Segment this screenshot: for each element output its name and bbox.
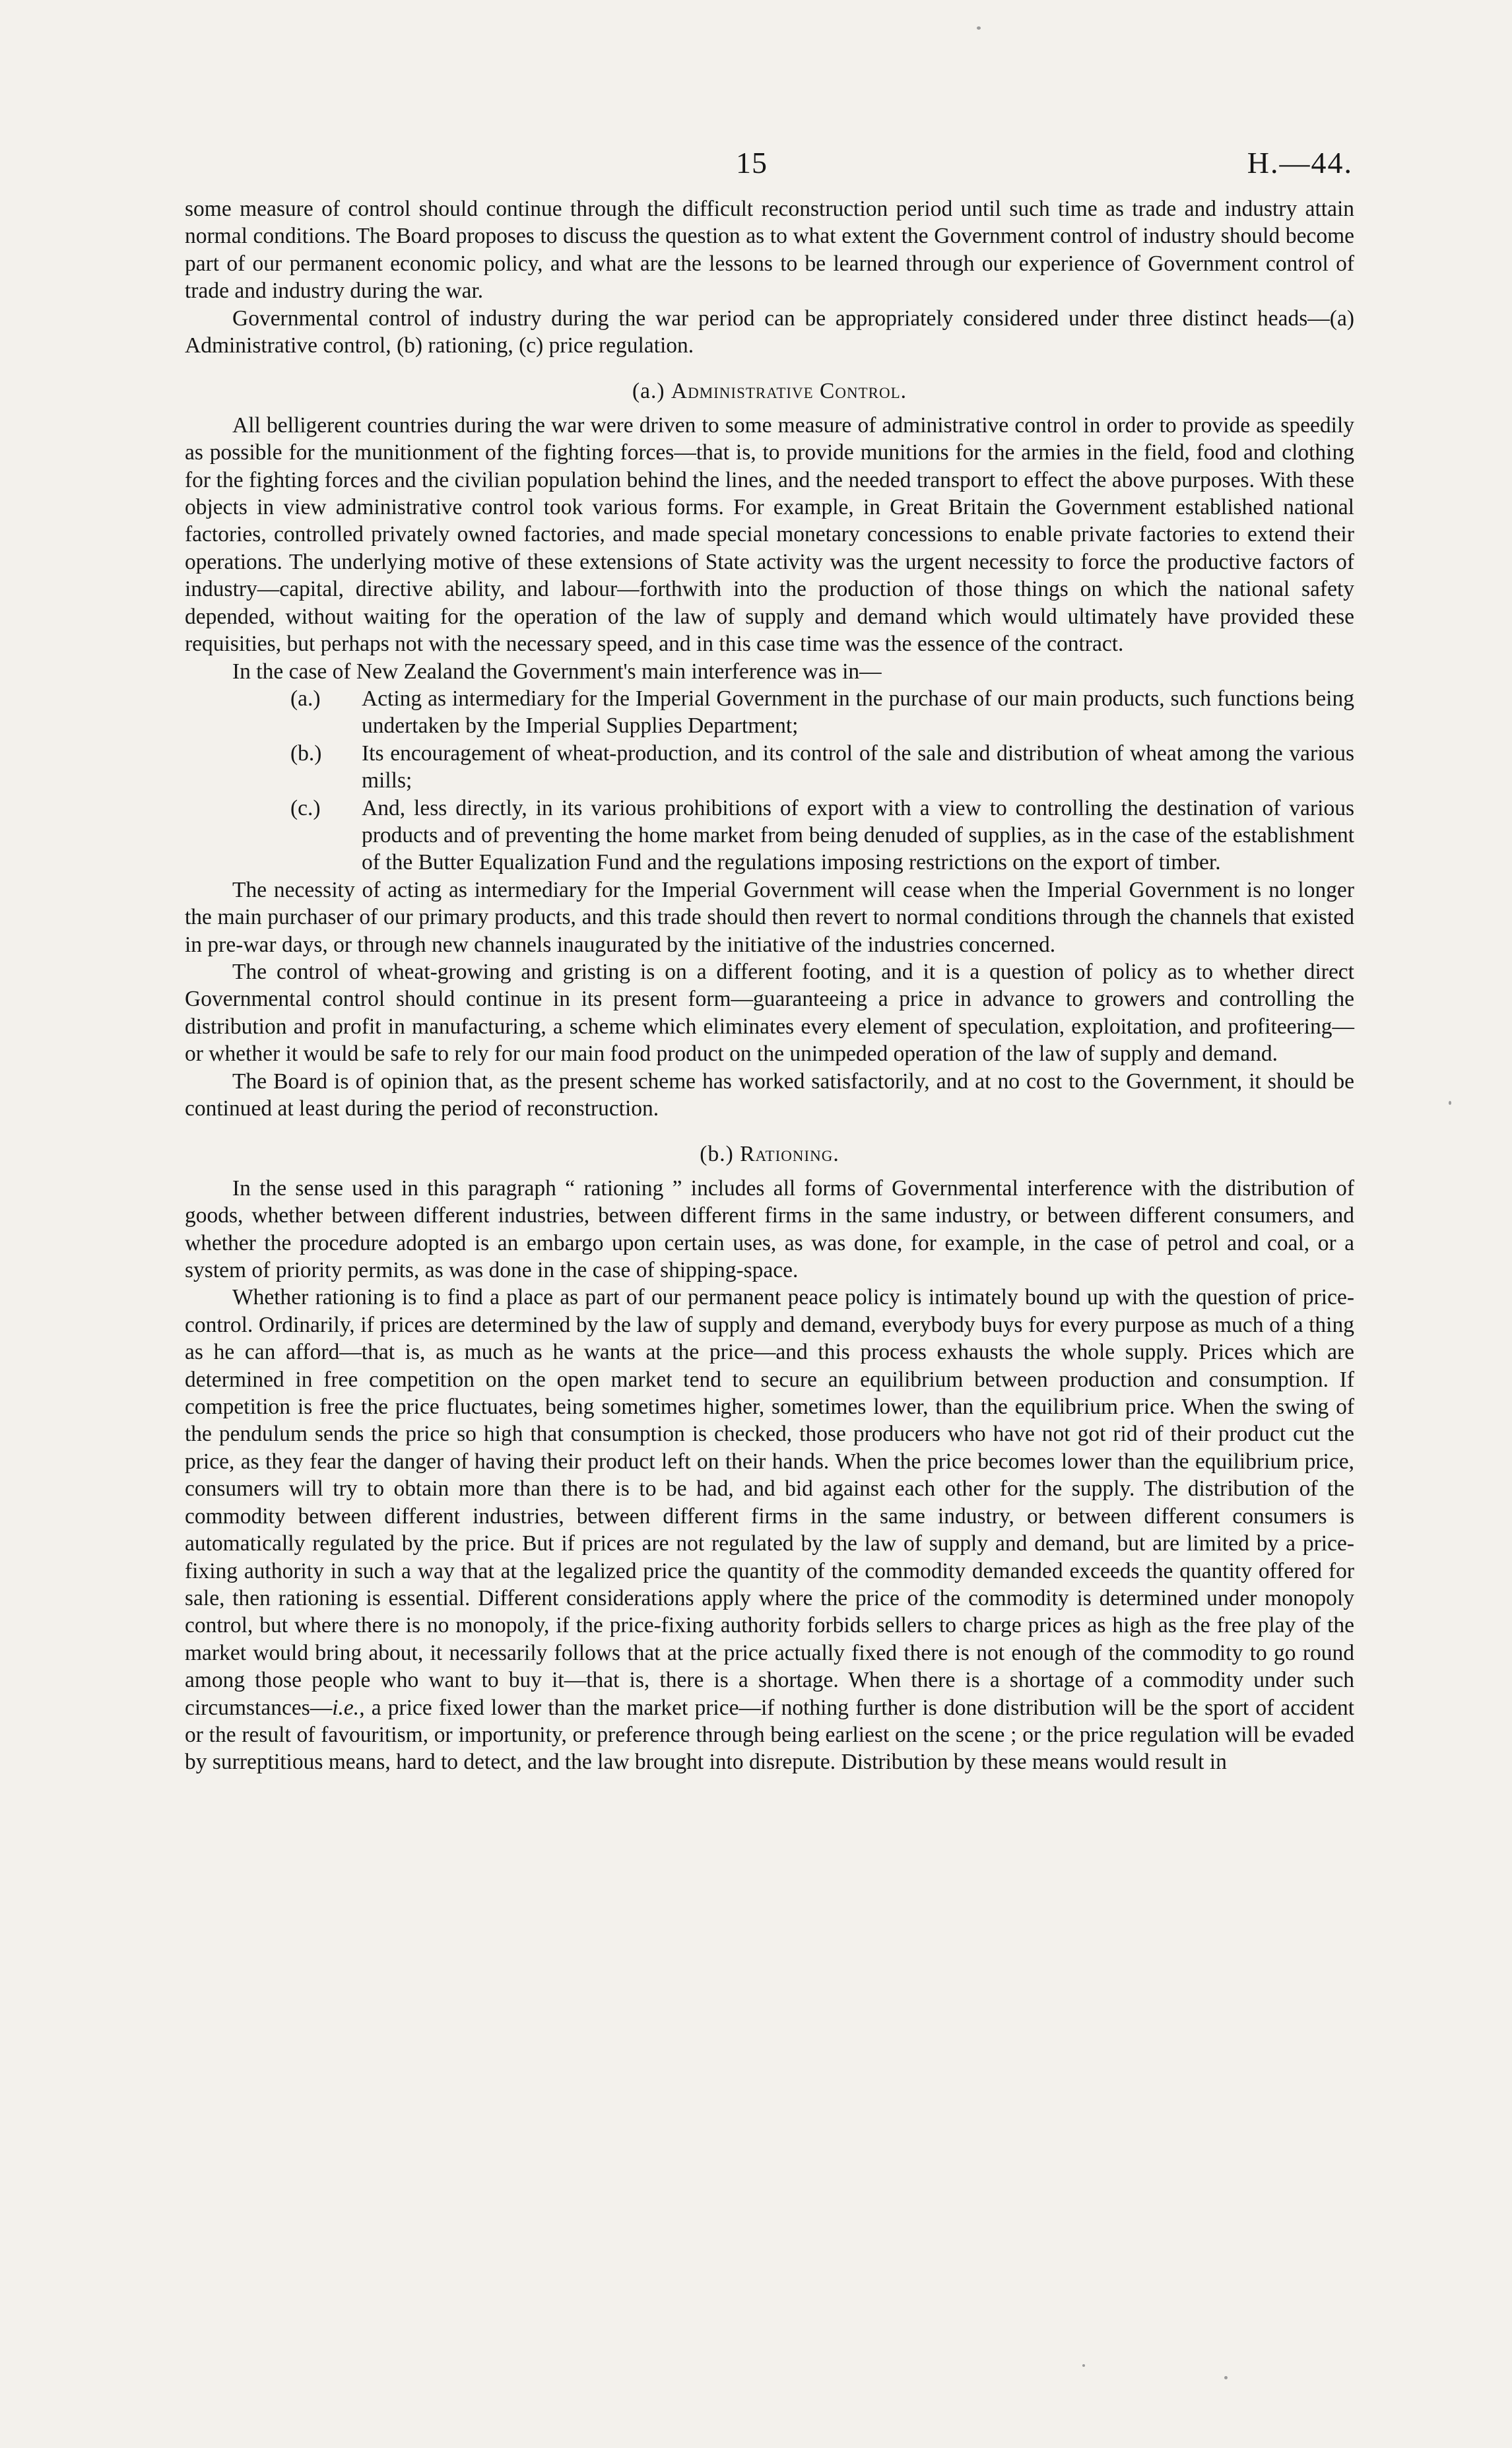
section-a-label: (a.) — [632, 379, 665, 404]
list-item — [185, 740, 1354, 795]
section-b-paragraph-2-text: Whether rationing is to find a place as part of our permanent peace policy is intimately bound up with the question of price-control. Ordinarily, if prices are determined by the law of supply and demand, everybody buys for every purpose as much of a thing as he can afford—that is, as much as he wants at the price—and this process exhausts the whole supply. Prices which are determined in free competition on the open market tend to secure an equilibrium between production and consumption. If competition is free the price fluctuates, being sometimes higher, sometimes lower, than the equilibrium price. When the swing of the pendulum sends the price so high that consumption is checked, those producers who have not got rid of their product cut the price, as they fear the danger of having their product left on their hands. When the price becomes lower than the equilibrium price, consumers will try to obtain more than there is to be had, and bid against each other for the supply. The distribution of the commodity between different industries, between different firms in the same industry, or between different consumers is automatically regulated by the price. But if prices are not regulated by the law of supply and demand, but are limited by a price-fixing authority in such a way that at the legalized price the quantity of the commodity demanded exceeds the quantity offered for sale, then rationing is essential. Different considerations apply where the price of the commodity is determined under monopoly control, but where there is no monopoly, if the price-fixing authority forbids sellers to charge prices as high as the free play of the market would bring about, it necessarily follows that at the price actually fixed there is not enough of the commodity to go round among those people who want to buy it—that is, there is a shortage. When there is a shortage of a commodity under such circumstances— — [185, 1285, 1354, 1720]
speck — [1224, 2376, 1228, 2379]
list-item-marker: (b.) — [290, 741, 322, 766]
section-b-title: Rationing. — [740, 1142, 839, 1167]
page-number: 15 — [736, 146, 768, 180]
ie-abbreviation: i.e. — [332, 1695, 360, 1720]
section-b-paragraph-2-tail: , a price fixed lower than the market price—if nothing further is done distribution will be the sport of accident or the result of favouritism, or importunity, or preference through being earliest on the scene ; or the price regulation will be evaded by surreptitious means, hard to detect, and the law brought into disrepute. Distribution by these means would result in — [185, 1695, 1354, 1775]
section-a-title: Administrative Control. — [671, 379, 907, 404]
list-item-marker: (c.) — [290, 795, 321, 820]
interference-list — [185, 685, 1354, 877]
section-b-label: (b.) — [700, 1142, 734, 1167]
list-item — [185, 795, 1354, 877]
speck — [1449, 1101, 1451, 1105]
list-item-text: Its encouragement of wheat-production, and its control of the sale and distribution of wheat among the various mills; — [362, 741, 1354, 793]
list-item-marker: (a.) — [290, 686, 321, 711]
section-b-paragraph-1: In the sense used in this paragraph “ rationing ” includes all forms of Governmental interference with the distribution of goods, whether between different industries, between different firms in the same industry, or between different consumers, and whether the procedure adopted is an embargo upon certain uses, as was done, for example, in the case of petrol and coal, or a system of priority permits, as was done in the case of shipping-space. — [185, 1175, 1354, 1283]
section-a-paragraph-4: The control of wheat-growing and gristing is on a different footing, and it is a question of policy as to whether direct Governmental control should continue in its present form—guaranteeing a price in advance to growers and controlling the distribution and profit in manufacturing, a scheme which eliminates every element of speculation, exploitation, and profiteering—or whether it would be safe to rely for our main food product on the unimpeded operation of the law of supply and demand. — [185, 959, 1354, 1067]
section-a-paragraph-3: The necessity of acting as intermediary for the Imperial Government will cease when the Imperial Government is no longer the main purchaser of our primary products, and this trade should then revert to normal conditions through the channels that existed in pre-war days, or through new channels inaugurated by the initiative of the industries concerned. — [185, 877, 1354, 957]
section-a-paragraph-1: All belligerent countries during the war were driven to some measure of administrative control in order to provide as speedily as possible for the munitionment of the fighting forces—that is, to provide munitions for the armies in the field, food and clothing for the fighting forces and the civilian population behind the lines, and the needed transport to effect the above purposes. With these objects in view administrative control took various forms. For example, in Great Britain the Government established national factories, controlled privately owned factories, and made special monetary concessions to enable private factories to extend their operations. The underlying motive of these extensions of State activity was the urgent necessity to force the productive factors of industry—capital, directive ability, and labour—forthwith into the production of those things on which the national safety depended, without waiting for the operation of the law of supply and demand which would ultimately have provided these requisities, but perhaps not with the necessary speed, and in this case time was the essence of the contract. — [185, 413, 1354, 657]
section-b-paragraph-2 — [185, 1284, 1354, 1775]
list-item-text: And, less directly, in its various prohibitions of export with a view to controlling the destination of various products and of preventing the home market from being denuded of supplies, as in the case of the establishment of the Butter Equalization Fund and the regulations imposing restrictions on the export of timber. — [362, 795, 1354, 875]
list-item-text: Acting as intermediary for the Imperial Government in the purchase of our main products, such functions being undertaken by the Imperial Supplies Department; — [362, 686, 1354, 739]
intro-paragraph-1: some measure of control should continue through the difficult reconstruction period until such time as trade and industry attain normal conditions. The Board proposes to discuss the question as to what extent the Government control of industry should become part of our permanent economic policy, and what are the lessons to be learned through our experience of Government control of trade and industry during the war. — [185, 197, 1354, 304]
list-item — [185, 685, 1354, 740]
speck — [977, 26, 981, 30]
speck — [1082, 2364, 1085, 2367]
body-text — [185, 195, 1354, 1776]
paper-reference: H.—44. — [1247, 146, 1353, 180]
section-b-heading — [185, 1141, 1354, 1168]
section-a-paragraph-5: The Board is of opinion that, as the present scheme has worked satisfactorily, and at no cost to the Government, it should be continued at least during the period of reconstruction. — [185, 1069, 1354, 1121]
section-a-paragraph-2: In the case of New Zealand the Government's main interference was in— — [232, 659, 882, 684]
page-header — [185, 145, 1353, 191]
section-a-heading — [185, 378, 1354, 405]
intro-paragraph-2: Governmental control of industry during the war period can be appropriately considered under three distinct heads—(a) Administrative control, (b) rationing, (c) price regulation. — [185, 306, 1354, 358]
